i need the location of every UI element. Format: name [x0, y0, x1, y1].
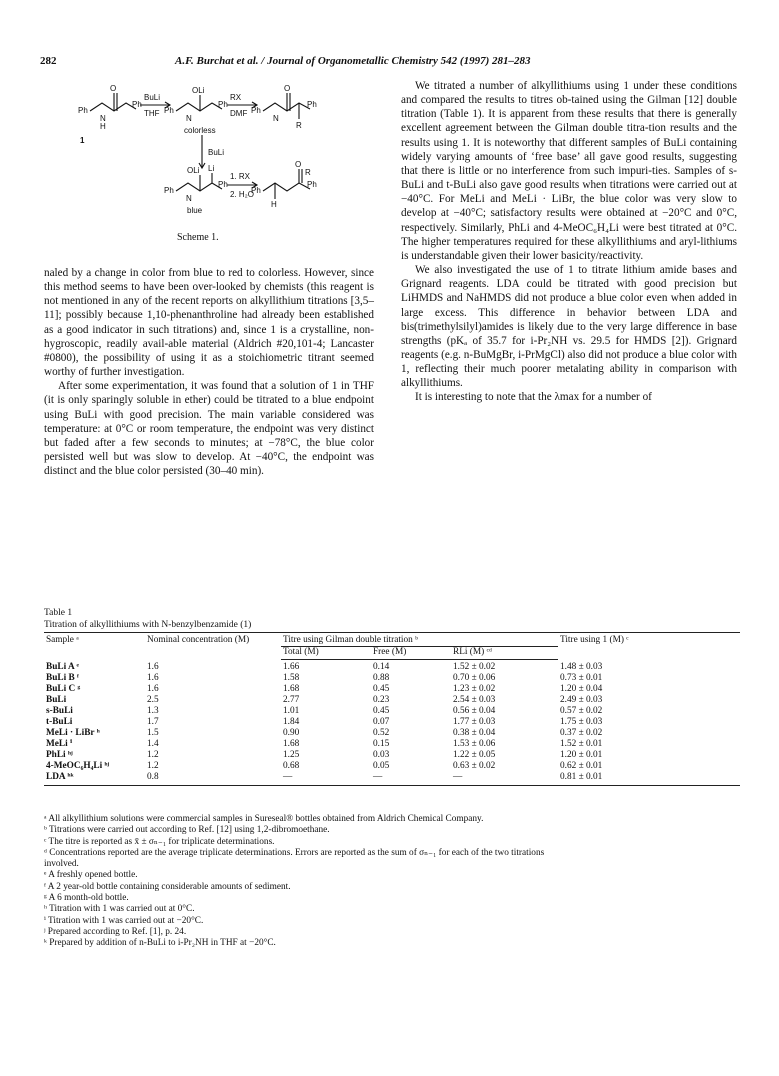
- scheme-caption: Scheme 1.: [177, 232, 219, 243]
- header-gilman: Titre using Gilman double titration ᵇ: [281, 633, 558, 647]
- reagent-buli: BuLi: [144, 93, 161, 102]
- table-cell: 1.01: [283, 706, 300, 716]
- reagent-rx: RX: [230, 93, 242, 102]
- table-row: [44, 772, 740, 786]
- table-cell: 2.54 ± 0.03: [453, 695, 496, 705]
- table-cell: 1.4: [147, 739, 159, 749]
- svg-text:N: N: [273, 114, 279, 123]
- table-cell: 1.68: [283, 739, 300, 749]
- right-column: [401, 79, 737, 405]
- footnote: ᶜ The titre is reported as x̄ ± σₙ₋₁ for triplicate determinations.: [44, 836, 275, 847]
- svg-text:Ph: Ph: [218, 180, 228, 189]
- svg-text:Ph: Ph: [164, 106, 174, 115]
- table-cell: 0.52: [373, 728, 390, 738]
- header-free: Free (M): [371, 647, 451, 660]
- page-number: 282: [40, 55, 57, 67]
- table-cell: 1.20 ± 0.04: [560, 684, 603, 694]
- svg-text:R: R: [296, 121, 302, 130]
- table-row: [44, 684, 740, 695]
- table-cell: 0.14: [373, 662, 390, 672]
- left-column: [44, 266, 374, 478]
- table-cell: BuLi: [46, 695, 67, 705]
- table-cell: BuLi A ᵉ: [46, 661, 79, 672]
- table-row: [44, 739, 740, 750]
- table-label: Table 1: [44, 608, 73, 618]
- table-cell: 1.3: [147, 706, 159, 716]
- table-cell: 1.6: [147, 684, 159, 694]
- table-cell: 0.45: [373, 684, 390, 694]
- reagent-down-buli: BuLi: [208, 148, 225, 157]
- table-cell: 1.66: [283, 662, 300, 672]
- table-cell: 0.8: [145, 772, 281, 786]
- table-cell: 1.5: [147, 728, 159, 738]
- header-titre-1: Titre using 1 (M) ᶜ: [558, 633, 740, 660]
- reaction-scheme: [70, 85, 360, 235]
- footnote: ᵇ Titrations were carried out according to Ref. [12] using 1,2-dibromoethane.: [44, 825, 330, 836]
- right-paragraph-2: We also investigated the use of 1 to titrate lithium amide bases and Grignard reagents. LDA could be titrated with good precision but LiHMDS and NaHMDS did not produce a blue color even when added in large excess. This difference in behavior between LDA and bis(trimethylsilyl)amides is likely due to the very large difference in base strengths (pKₐ of 35.7 for i-Pr₂NH vs. 29.5 for HMDS [2]). Grignard reagents (e.g. n-BuMgBr, i-PrMgCl) also did not produce a blue color with 1, reflecting their much poorer metalating ability in comparison with alkyllithiums.: [401, 264, 737, 390]
- colorless-label: colorless: [184, 126, 216, 135]
- table-cell: 0.90: [283, 728, 300, 738]
- table-row: [44, 761, 740, 772]
- svg-text:Ph: Ph: [164, 186, 174, 195]
- footnote: involved.: [44, 859, 79, 870]
- titration-table: [44, 632, 740, 786]
- table-row: [44, 660, 740, 674]
- footnote: ʲ Prepared according to Ref. [1], p. 24.: [44, 926, 187, 937]
- svg-text:H: H: [100, 122, 106, 131]
- left-paragraph-2: After some experimentation, it was found that a solution of 1 in THF (it is only sparingly soluble in ether) could be titrated to a blue endpoint using BuLi with good precision. The main variable considered was temperature: at 0°C or room temperature, the endpoint was very distinct but faded after a few seconds to minutes; at −78°C, the blue color persisted well but was slow to develop. At −40°C, the endpoint was distinct and the blue color persisted (30–40 min).: [44, 380, 374, 478]
- table-cell: 0.73 ± 0.01: [560, 673, 603, 683]
- right-paragraph-1: We titrated a number of alkyllithiums using 1 under these conditions and compared the results to titres ob-tained using the Gilman [12] double titration (Table 1). It is apparent from these results that there is generally excellent agreement between the Gilman double titra-tion results and the results using 1. It is noteworthy that different samples of BuLi containing widely varying amounts of ‘free base’ all gave good results, suggesting that there is little or no interference from such impuri-ties. Samples of s-BuLi and t-BuLi also gave good results when titrations were carried out at −40°C. For MeLi and MeLi · LiBr, the blue color was very slow to develop at −40°C; satisfactory results were obtained at −20°C and 0°C, respectively. Similarly, PhLi and 4-MeOC₆H₄Li were best titrated at 0°C. The higher temperatures required for these alkyllithiums and aryl-lithiums is understandable given their lower basicity/reactivity.: [401, 80, 737, 262]
- svg-text:Ph: Ph: [251, 106, 261, 115]
- svg-text:O: O: [295, 160, 302, 169]
- table-cell: —: [281, 772, 371, 786]
- table-cell: MeLi · LiBr ʰ: [46, 728, 100, 738]
- table-cell: BuLi C ᵍ: [46, 684, 81, 694]
- table-cell: 1.2: [147, 761, 159, 771]
- table-cell: LDA ʰᵏ: [44, 772, 145, 786]
- table-row: [44, 695, 740, 706]
- table-cell: 0.45: [373, 706, 390, 716]
- blue-label: blue: [187, 206, 203, 215]
- table-cell: 1.75 ± 0.03: [560, 717, 603, 727]
- table-cell: 0.05: [373, 761, 390, 771]
- table-cell: 1.84: [283, 717, 300, 727]
- table-cell: 0.07: [373, 717, 390, 727]
- table-cell: 0.03: [373, 750, 390, 760]
- svg-text:N: N: [186, 114, 192, 123]
- table-cell: 2.77: [283, 695, 300, 705]
- table-cell: 0.57 ± 0.02: [560, 706, 603, 716]
- table-cell: 1.25: [283, 750, 300, 760]
- footnote: ᵍ A 6 month-old bottle.: [44, 893, 129, 904]
- svg-text:OLi: OLi: [192, 86, 205, 95]
- reagent-thf: THF: [144, 109, 160, 118]
- table-cell: 0.88: [373, 673, 390, 683]
- footnote: ᶠ A 2 year-old bottle containing considerable amounts of sediment.: [44, 881, 291, 892]
- table-cell: 0.63 ± 0.02: [453, 761, 496, 771]
- svg-text:N: N: [100, 114, 106, 123]
- left-paragraph-1: naled by a change in color from blue to red to colorless. However, since this method seems to have been over-looked by chemists (this reagent is not mentioned in any of the recent reports on alkyllithium titrations [3,5–11]; possibly because 1,10-phenanthroline had already been established as a good indicator in such titrations) and, since 1 is a crystalline, non-hygroscopic, readily avail-able material (Aldrich #20,101-4; Lancaster #0800), the possibility of using it as a stoichiometric titrant seemed worthy of further investigation.: [44, 267, 374, 379]
- table-cell: PhLi ʰʲ: [46, 750, 73, 760]
- table-cell: 1.58: [283, 673, 300, 683]
- table-row: [44, 717, 740, 728]
- svg-text:O: O: [284, 85, 291, 93]
- reagent-dmf: DMF: [230, 109, 248, 118]
- table-caption: [44, 607, 251, 631]
- svg-text:OLi: OLi: [187, 166, 200, 175]
- table-cell: 0.62 ± 0.01: [560, 761, 603, 771]
- table-cell: 1.6: [147, 673, 159, 683]
- svg-text:R: R: [305, 168, 311, 177]
- footnote: ᵃ All alkyllithium solutions were commercial samples in Sureseal® bottles obtained from Aldrich Chemical Company.: [44, 814, 484, 824]
- header-rli: RLi (M) ᶜᵈ: [451, 647, 558, 660]
- table-cell: 0.37 ± 0.02: [560, 728, 603, 738]
- table-row: [44, 673, 740, 684]
- table-footnotes: [44, 814, 744, 950]
- header-sample: Sample ᵃ: [44, 633, 145, 660]
- svg-text:Ph: Ph: [132, 100, 142, 109]
- table-cell: 2.5: [147, 695, 159, 705]
- table-cell: 1.52 ± 0.01: [560, 739, 603, 749]
- table-cell: MeLi ⁱ: [46, 739, 73, 749]
- step-rx: 1. RX: [230, 172, 251, 181]
- table-cell: 1.52 ± 0.02: [453, 662, 496, 672]
- svg-text:Ph: Ph: [251, 186, 261, 195]
- table-cell: 1.68: [283, 684, 300, 694]
- footnote: ᵈ Concentrations reported are the average triplicate determinations. Errors are reported as the sum of σₙ₋₁ for each of the two titrations: [44, 847, 545, 858]
- compound-number: 1: [80, 136, 85, 145]
- table-cell: 1.2: [147, 750, 159, 760]
- footnote: ⁱ Titration with 1 was carried out at −20°C.: [44, 915, 204, 926]
- step-h2o: 2. H₂O: [230, 190, 254, 199]
- running-head: A.F. Burchat et al. / Journal of Organometallic Chemistry 542 (1997) 281–283: [175, 55, 531, 67]
- table-cell: 0.68: [283, 761, 300, 771]
- table-cell: 0.70 ± 0.06: [453, 673, 496, 683]
- svg-text:Ph: Ph: [218, 100, 228, 109]
- table-cell: 1.48 ± 0.03: [560, 661, 603, 672]
- table-cell: BuLi B ᶠ: [46, 673, 79, 683]
- table-cell: 0.38 ± 0.04: [453, 728, 496, 738]
- table-cell: 1.22 ± 0.05: [453, 750, 496, 760]
- table-cell: 0.23: [373, 695, 390, 705]
- svg-text:Ph: Ph: [307, 180, 317, 189]
- footnote: ᵏ Prepared by addition of n-BuLi to i-Pr₂NH in THF at −20°C.: [44, 938, 276, 949]
- table-cell: 0.81 ± 0.01: [558, 772, 740, 786]
- table-cell: 1.6: [147, 661, 159, 672]
- table-cell: —: [451, 772, 558, 786]
- right-paragraph-3: It is interesting to note that the λmax for a number of: [415, 391, 652, 404]
- svg-text:Ph: Ph: [78, 106, 88, 115]
- table-row: [44, 706, 740, 717]
- svg-text:N: N: [186, 194, 192, 203]
- table-title: Titration of alkyllithiums with N-benzylbenzamide (1): [44, 620, 252, 630]
- header-nominal: Nominal concentration (M): [145, 633, 281, 660]
- footnote: ʰ Titration with 1 was carried out at 0°C.: [44, 904, 195, 915]
- table-cell: t-BuLi: [46, 717, 73, 727]
- svg-text:O: O: [110, 85, 117, 93]
- table-cell: 1.23 ± 0.02: [453, 684, 496, 694]
- svg-text:H: H: [271, 200, 277, 209]
- table-cell: 1.7: [147, 717, 159, 727]
- table-cell: 1.20 ± 0.01: [560, 750, 603, 760]
- table-cell: 0.56 ± 0.04: [453, 706, 496, 716]
- svg-text:Ph: Ph: [307, 100, 317, 109]
- table-cell: 1.77 ± 0.03: [453, 717, 496, 727]
- table-cell: 0.15: [373, 739, 390, 749]
- table-cell: 4-MeOC₆H₄Li ʰʲ: [46, 761, 110, 771]
- table-cell: 2.49 ± 0.03: [560, 695, 603, 705]
- footnote: ᵉ A freshly opened bottle.: [44, 870, 138, 881]
- header-total: Total (M): [281, 647, 371, 660]
- svg-text:Li: Li: [208, 164, 215, 173]
- table-cell: —: [371, 772, 451, 786]
- table-cell: s-BuLi: [46, 706, 73, 716]
- table-cell: 1.53 ± 0.06: [453, 739, 496, 749]
- table-row: [44, 750, 740, 761]
- table-row: [44, 728, 740, 739]
